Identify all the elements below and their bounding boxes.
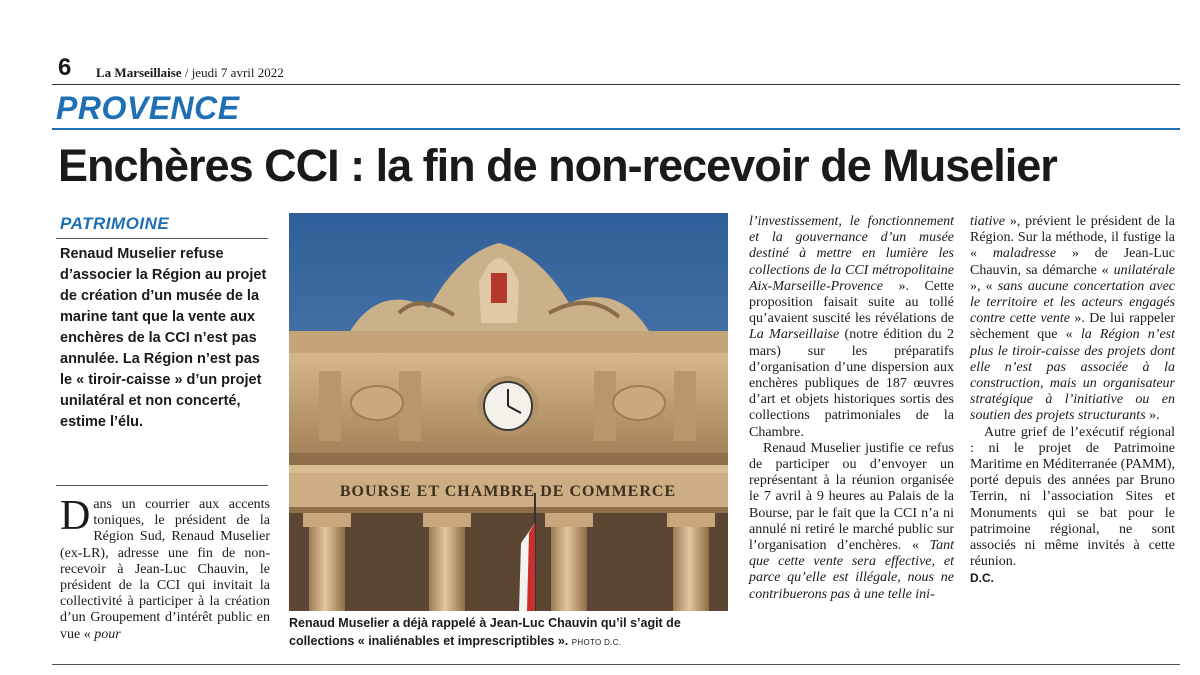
building-inscription: BOURSE ET CHAMBRE DE COMMERCE — [339, 483, 677, 500]
paper-reference: La Marseillaise — [749, 327, 840, 343]
page-number: 6 — [58, 54, 72, 81]
kicker: PATRIMOINE — [60, 214, 170, 233]
body-quote: pour — [94, 626, 121, 642]
body-quote: Tant que cette vente sera effective, et parce qu’elle est illégale, nous ne contribuerons pas à une telle ini- — [749, 538, 954, 602]
caption-text: Renaud Muselier a déjà rappelé à Jean-Luc Chauvin qu’il s’agit de collections « inaliénables et imprescriptibles ». — [289, 616, 681, 648]
masthead — [96, 65, 284, 81]
footer-divider — [52, 664, 1180, 665]
body-text: », prévient le président de la Région. Sur la méthode, il fustige la « — [970, 214, 1175, 262]
body-text: » de Jean-Luc Chauvin, sa démarche « — [970, 246, 1175, 278]
body-paragraph — [970, 214, 1175, 425]
section-divider — [52, 128, 1180, 130]
bourse-building-illustration — [289, 213, 728, 611]
body-text: ». De lui rappeler sèchement que « — [970, 311, 1175, 343]
body-column-3 — [749, 214, 954, 603]
article-photo — [289, 213, 728, 611]
issue-date: / jeudi 7 avril 2022 — [181, 65, 284, 80]
body-quote: maladresse — [992, 246, 1057, 262]
headline: Enchères CCI : la fin de non-recevoir de Muselier — [58, 140, 1057, 191]
body-quote: la Région n’est plus le tiroir-caisse des projets dont elle n’est pas associée à la construction, mais un organisateur stratégique à l’initiative ou en soutien des projets structurants — [970, 327, 1175, 424]
body-paragraph — [60, 493, 270, 643]
section-title: PROVENCE — [56, 90, 240, 126]
header-divider — [52, 84, 1180, 85]
body-text: (notre édition du 2 mars) sur les préparatifs d’organisation d’une dispersion aux enchères publiques de 187 œuvres d’art et objets historiques sortis des collections patrimoniales de la Chambre. — [749, 327, 955, 440]
drop-cap: D — [60, 493, 91, 539]
body-quote: sans aucune concertation avec le territoire et les acteurs engagés contre cette vente — [970, 278, 1175, 327]
body-quote: tiative — [970, 214, 1005, 229]
body-text: », « — [970, 278, 998, 294]
kicker-divider — [56, 238, 268, 239]
body-paragraph — [749, 214, 954, 441]
body-column-4 — [970, 214, 1175, 587]
photo-caption — [289, 614, 739, 652]
body-text: ans un courrier aux accents toniques, le président de la Région Sud, Renaud Muselier (ex-LR), adresse une fin de non-recevoir à Jean-Luc Chauvin, le président de la CCI qui invitait la collectivité à participer à la création d’un Groupement d’intérêt public en vue « — [60, 497, 270, 642]
body-paragraph: Autre grief de l’exécutif régional : ni le projet de Patrimoine Maritime en Méditerranée (PAMM), porté depuis des années par Bruno Terrin, ni l’association Sites et Monuments qui se bat pour le patrimoine régional, ne sont associés ni même invités à cette réunion. — [970, 424, 1175, 570]
body-text: ». — [1145, 408, 1160, 424]
body-quote: l’investissement, le fonctionnement et la gouvernance d’un musée destiné à mettre en lumière les collections de la CCI métropolitaine Aix-Marseille-Provence — [749, 214, 954, 294]
paper-name: La Marseillaise — [96, 65, 182, 80]
page-header — [52, 56, 1180, 86]
body-quote: unilatérale — [1113, 262, 1175, 278]
author-signature: D.C. — [970, 571, 994, 586]
lead-paragraph: Renaud Muselier refuse d’associer la Région au projet de création d’un musée de la marine tant que la vente aux enchères de la CCI n’est pas annulée. La Région n’est pas le « tiroir-caisse » d’un projet unilatéral et non concerté, estime l’élu. — [60, 246, 267, 430]
body-column-1 — [60, 493, 270, 643]
body-text: ». Cette proposition faisait suite au tollé qu’avaient suscité les révélations de — [749, 278, 954, 327]
body-paragraph — [749, 441, 954, 603]
body-text: Renaud Muselier justifie ce refus de participer ou d’envoyer un représentant à la réunion organisée le 7 avril à 9 heures au Palais de la Bourse, par le fait que la CCI n’a ni annulé ni retiré le marché public sur l’organisation d’enchères. « — [749, 440, 954, 554]
lead-divider — [56, 485, 268, 486]
photo-credit: PHOTO D.C. — [571, 638, 622, 647]
